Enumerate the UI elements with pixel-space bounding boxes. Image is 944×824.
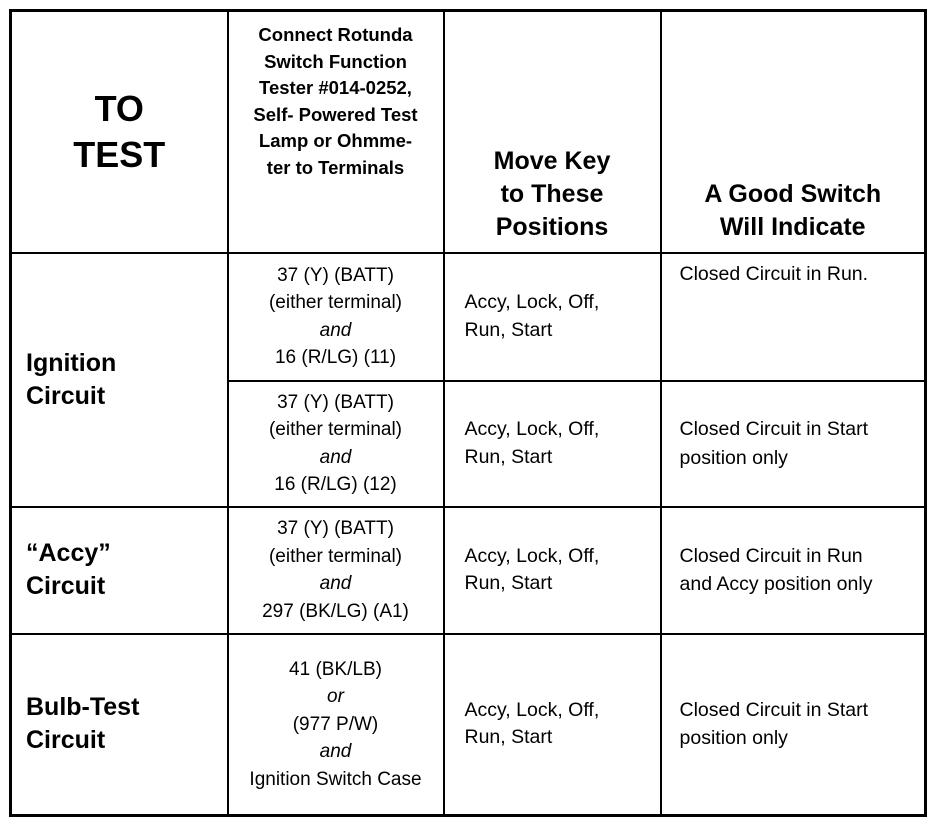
terminal-line: 41 (BK/LB) <box>289 658 382 680</box>
terminal-connector-text: and <box>319 446 352 468</box>
positions-line: Run, Start <box>464 726 553 749</box>
header-to-test <box>11 11 228 253</box>
terminals-cell <box>228 634 444 816</box>
terminal-line: 16 (R/LG) (11) <box>274 347 397 368</box>
positions-line: Accy, Lock, Off, <box>464 418 600 440</box>
positions-line: Accy, Lock, Off, <box>464 291 600 313</box>
row-label-line: Bulb-Test <box>26 693 140 722</box>
row-label-bulb-test <box>11 634 228 816</box>
terminal-connector-text: or <box>327 686 344 707</box>
header-connect-line: Lamp or Ohmme- <box>258 130 413 151</box>
header-connect-line: Connect Rotunda <box>258 24 413 45</box>
header-move-line: to These <box>500 179 604 208</box>
header-good-switch <box>661 11 926 253</box>
positions-line: Accy, Lock, Off, <box>464 544 600 567</box>
switch-test-table <box>9 9 927 817</box>
indicate-line: and Accy position only <box>679 573 873 595</box>
positions-cell <box>444 381 661 507</box>
indicate-cell <box>661 253 926 381</box>
header-move-key <box>444 11 661 253</box>
table-row-accy <box>11 507 926 634</box>
terminal-line: 37 (Y) (BATT) <box>277 518 394 539</box>
header-good-line: A Good Switch <box>704 179 882 208</box>
terminal-line: 297 (BK/LG) (A1) <box>262 600 409 622</box>
row-label-ignition <box>11 253 228 507</box>
terminals-cell <box>228 381 444 507</box>
row-label-line: Circuit <box>26 572 106 600</box>
terminal-connector-text: and <box>319 741 352 762</box>
header-connect-line: Switch Function <box>264 50 407 72</box>
positions-cell <box>444 634 661 816</box>
row-label-accy <box>11 507 228 634</box>
header-connect-line: Self- Powered Test <box>253 103 418 125</box>
positions-cell <box>444 253 661 381</box>
terminal-line: (either terminal) <box>268 419 403 440</box>
terminal-connector <box>229 317 443 345</box>
header-move-line: Positions <box>495 212 609 241</box>
positions-line: Run, Start <box>464 445 553 468</box>
indicate-line: Closed Circuit in Start <box>679 418 869 440</box>
terminal-line: 37 (Y) (BATT) <box>277 391 394 413</box>
header-connect-line: Tester #014-0252, <box>259 77 412 98</box>
terminals-cell <box>228 507 444 634</box>
table-row-bulb-test <box>11 634 926 816</box>
indicate-line: position only <box>679 727 788 750</box>
header-to-test-line: TO <box>94 87 144 129</box>
terminal-line: Ignition Switch Case <box>249 768 422 790</box>
row-label-line: Circuit <box>26 381 106 410</box>
header-to-test-line: TEST <box>73 133 166 175</box>
row-label-line: Circuit <box>26 726 106 755</box>
header-good-line: Will Indicate <box>719 212 866 241</box>
table-row-ignition-a <box>11 253 926 381</box>
indicate-cell <box>661 381 926 507</box>
positions-cell <box>444 507 661 634</box>
terminal-line: (977 P/W) <box>292 713 379 735</box>
header-connect-line: ter to Terminals <box>266 156 405 178</box>
terminal-connector <box>229 444 443 472</box>
indicate-line: position only <box>679 446 788 469</box>
terminal-line: 16 (R/LG) (12) <box>274 474 397 495</box>
positions-line: Accy, Lock, Off, <box>464 698 600 721</box>
indicate-cell <box>661 634 926 816</box>
indicate-line: Closed Circuit in Start <box>679 698 869 721</box>
terminal-line: (either terminal) <box>268 292 403 313</box>
terminal-connector <box>229 683 443 711</box>
positions-line: Run, Start <box>464 318 553 341</box>
terminal-line: (either terminal) <box>268 545 403 567</box>
terminal-line: 37 (Y) (BATT) <box>277 264 394 286</box>
indicate-line: Closed Circuit in Run <box>679 544 863 567</box>
row-label-line: Ignition <box>26 348 117 377</box>
terminal-connector-text: and <box>319 573 352 594</box>
positions-line: Run, Start <box>464 572 553 594</box>
terminals-cell <box>228 253 444 381</box>
header-row <box>11 11 926 253</box>
header-move-line: Move Key <box>493 146 611 175</box>
indicate-cell <box>661 507 926 634</box>
terminal-connector-text: and <box>319 319 352 341</box>
indicate-line: Closed Circuit in Run. <box>679 262 869 285</box>
terminal-connector <box>229 570 443 598</box>
header-connect-terminals <box>228 11 444 253</box>
terminal-connector <box>229 738 443 766</box>
row-label-line: “Accy” <box>26 539 111 567</box>
